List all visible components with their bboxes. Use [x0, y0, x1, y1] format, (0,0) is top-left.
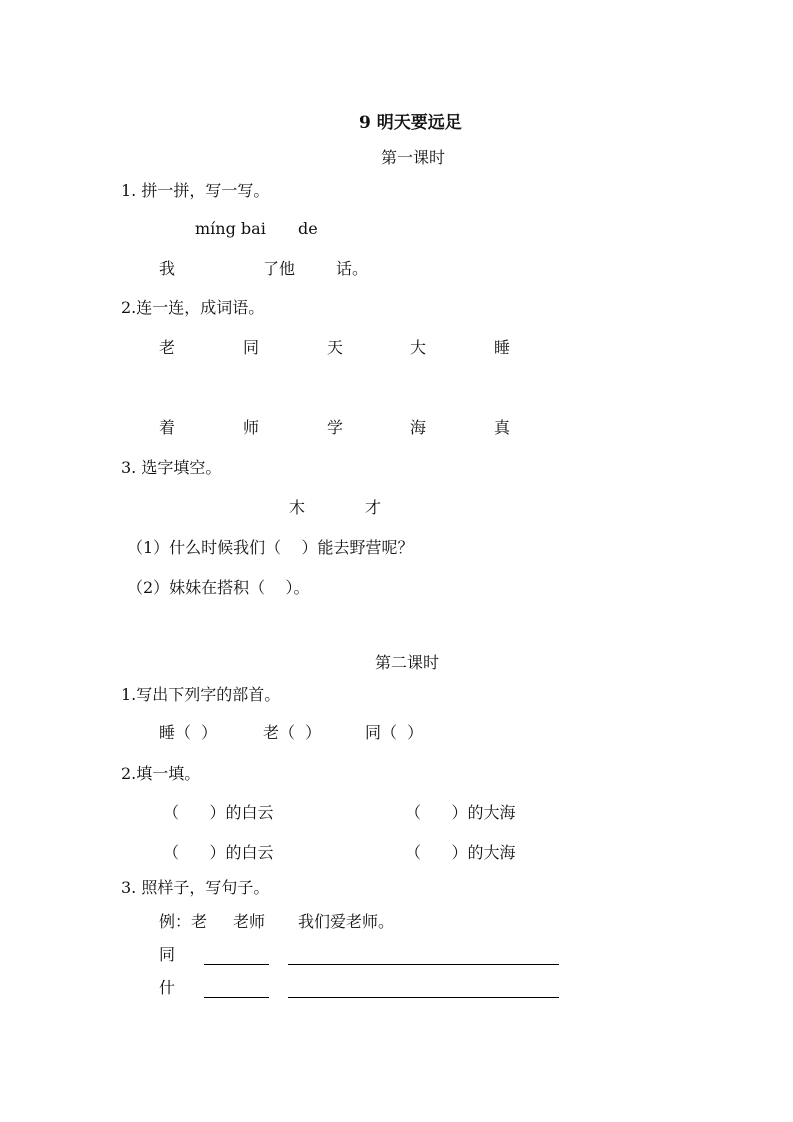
char-bottom: 海: [410, 418, 427, 437]
sentence-fragment: 了他: [263, 259, 296, 278]
answer-line-word[interactable]: [204, 997, 269, 998]
pinyin-text: de: [298, 219, 318, 238]
question-prompt: 3. 选字填空。: [121, 458, 222, 477]
example-word: 老师: [233, 912, 266, 931]
fill-item: （2）妹妹在搭积（ ）。: [127, 578, 310, 597]
practice-char: 什: [159, 978, 176, 997]
practice-char: 同: [159, 945, 176, 964]
answer-line-sentence[interactable]: [288, 964, 559, 965]
char-top: 大: [410, 338, 427, 357]
char-bottom: 学: [327, 418, 344, 437]
lesson-heading-2: 第二课时: [375, 653, 440, 672]
example-label: 例：老: [159, 912, 208, 931]
question-prompt: 2.连一连，成词语。: [121, 298, 265, 317]
choice-char: 才: [365, 498, 382, 517]
sentence-fragment: 我: [159, 259, 176, 278]
fill-phrase: （ ）的大海: [405, 803, 516, 822]
lesson-heading-1: 第一课时: [381, 148, 446, 167]
radical-item: 同（ ）: [365, 723, 424, 742]
sentence-fragment: 话。: [336, 259, 369, 278]
question-prompt: 1.写出下列字的部首。: [121, 685, 281, 704]
radical-item: 睡（ ）: [159, 723, 218, 742]
page-title: 9 明天要远足: [359, 113, 462, 133]
char-top: 同: [243, 338, 260, 357]
choice-char: 木: [289, 498, 306, 517]
question-prompt: 1. 拼一拼，写一写。: [121, 181, 270, 200]
question-prompt: 2.填一填。: [121, 764, 201, 783]
radical-item: 老（ ）: [263, 723, 322, 742]
answer-line-sentence[interactable]: [288, 997, 559, 998]
example-sentence: 我们爱老师。: [298, 912, 395, 931]
fill-phrase: （ ）的大海: [405, 843, 516, 862]
pinyin-text: míng bai: [195, 219, 266, 238]
question-prompt: 3. 照样子，写句子。: [121, 878, 270, 897]
fill-item: （1）什么时候我们（ ）能去野营呢？: [127, 538, 414, 557]
fill-phrase: （ ）的白云: [163, 843, 274, 862]
char-bottom: 师: [243, 418, 260, 437]
char-top: 天: [327, 338, 344, 357]
answer-line-word[interactable]: [204, 964, 269, 965]
char-top: 睡: [494, 338, 511, 357]
char-top: 老: [159, 338, 176, 357]
fill-phrase: （ ）的白云: [163, 803, 274, 822]
char-bottom: 着: [159, 418, 176, 437]
char-bottom: 真: [494, 418, 511, 437]
